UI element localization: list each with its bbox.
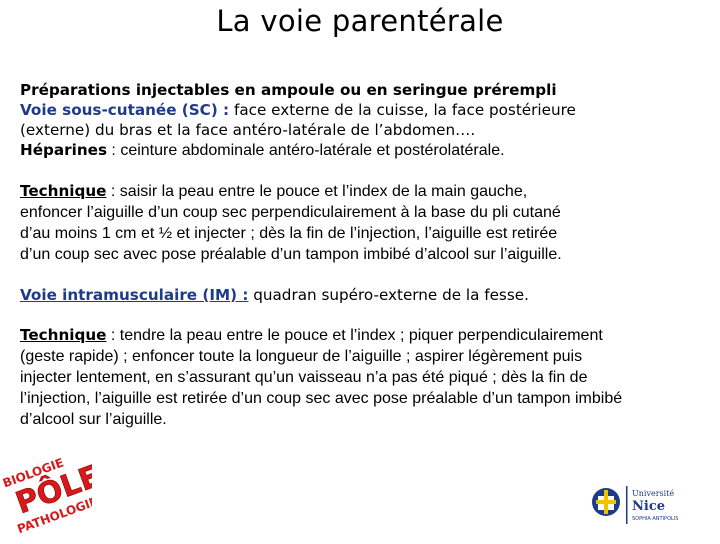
- technique-im-label: Technique: [20, 326, 107, 344]
- universite-nice-logo: [586, 480, 696, 530]
- technique-sc-paragraph: [20, 181, 710, 265]
- technique-im-line-2: (geste rapide) ; enfoncer toute la longueur de l’aiguille ; aspirer légèrement puis: [20, 348, 583, 365]
- im-paragraph: [20, 285, 710, 305]
- heparine-label: Héparines: [20, 141, 107, 159]
- sc-paragraph: [20, 100, 710, 161]
- heparine-text: : ceinture abdominale antéro-latérale et postérolatérale.: [106, 142, 505, 159]
- technique-im-line-3: injecter lentement, en s’assurant qu’un vaisseau n’a pas été piqué ; dès la fin de: [20, 369, 588, 386]
- svg-text:PATHOLOGIE: PATHOLOGIE: [15, 494, 92, 537]
- svg-text:Université: Université: [632, 489, 675, 498]
- sc-text-2: (externe) du bras et la face antéro-latérale de l’abdomen….: [20, 121, 476, 139]
- heading-paragraph: [20, 80, 710, 100]
- technique-im-line-5: d’alcool sur l’aiguille.: [20, 411, 167, 428]
- technique-im-line-1: : tendre la peau entre le pouce et l’index ; piquer perpendiculairement: [106, 327, 603, 344]
- technique-im-paragraph: [20, 325, 710, 430]
- technique-sc-label: Technique: [20, 182, 107, 200]
- technique-im-line-4: l’injection, l’aiguille est retirée d’un coup sec avec pose préalable d’un tampon imbibé: [20, 390, 623, 407]
- sc-label: Voie sous-cutanée (SC) :: [20, 101, 230, 119]
- im-label: Voie intramusculaire (IM) :: [20, 286, 249, 304]
- technique-sc-line-4: d’un coup sec avec pose préalable d’un tampon imbibé d’alcool sur l’aiguille.: [20, 246, 562, 263]
- technique-sc-line-2: enfoncer l’aiguille d’un coup sec perpendiculairement à la base du pli cutané: [20, 204, 561, 221]
- svg-text:Nice: Nice: [632, 499, 666, 514]
- sc-text-1: face externe de la cuisse, la face postérieure: [229, 101, 576, 119]
- slide-body: [20, 80, 710, 430]
- technique-sc-line-1: : saisir la peau entre le pouce et l’index de la main gauche,: [106, 183, 528, 200]
- svg-text:SOPHIA ANTIPOLIS: SOPHIA ANTIPOLIS: [632, 516, 679, 522]
- svg-text:BIOLOGIE: BIOLOGIE: [0, 455, 66, 491]
- biologie-pathologie-logo: [0, 452, 92, 540]
- svg-text:PÔLE: PÔLE: [11, 458, 92, 522]
- heading-text: Préparations injectables en ampoule ou en seringue prérempli: [20, 81, 557, 99]
- page-title: La voie parentérale: [216, 4, 504, 38]
- technique-sc-line-3: d’au moins 1 cm et ½ et injecter ; dès la fin de l’injection, l’aiguille est retirée: [20, 225, 558, 242]
- im-text: quadran supéro-externe de la fesse.: [248, 286, 529, 304]
